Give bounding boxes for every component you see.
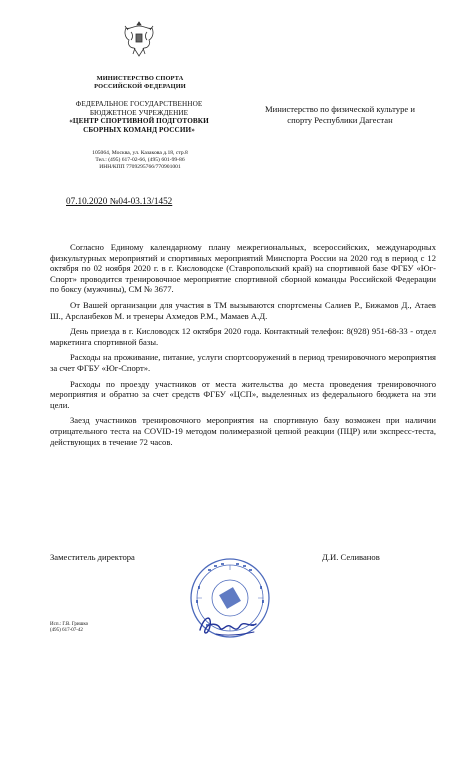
- phone-line: Тел.: (495) 617-02-66, (495) 601-99-86: [95, 157, 185, 163]
- executor-info: [50, 622, 88, 635]
- body-paragraph: От Вашей организации для участия в ТМ вызываются спортсмены Салиев Р., Бижамов Д., Атаев Ш., Арсланбеков М. и тренеры Ахмедов Р.М., Мамаев А.Д.: [50, 299, 436, 321]
- inn-line: ИНН/КПП 7709295766/770901001: [99, 164, 181, 170]
- address-line: 105064, Москва, ул. Казакова д.18, стр.8: [92, 150, 188, 156]
- handwritten-signature: [196, 610, 262, 640]
- org-line: БЮДЖЕТНОЕ УЧРЕЖДЕНИЕ: [89, 108, 189, 117]
- body-paragraph: День приезда в г. Кисловодск 12 октября 2020 года. Контактный телефон: 8(928) 951-68-33 - отдел маркетинга спортивной базы.: [50, 326, 436, 347]
- coat-of-arms-emblem: [121, 18, 157, 62]
- signatory-name: Д.И. Селиванов: [322, 552, 380, 562]
- recipient-block: [240, 104, 440, 126]
- org-line: СБОРНЫХ КОМАНД РОССИИ»: [83, 125, 195, 134]
- ministry-line: МИНИСТЕРСТВО СПОРТА: [96, 75, 184, 82]
- body-paragraph: Расходы по проезду участников от места жительства до места проведения тренировочного мероприятия и обратно за счет средств ФГБУ «ЦСП», выделенных из федерального бюджета на эти цели.: [50, 378, 436, 410]
- document-number: 07.10.2020 №04-03.13/1452: [66, 196, 173, 206]
- document-reference: [66, 196, 172, 206]
- body-paragraph: Согласно Единому календарному плану межрегиональных, всероссийских, международных физкультурных мероприятий и спортивных мероприятий Минспорта России на 2020 год в период с 12 октября по 02 ноября 2020 г. в г. Кисловодске (Ставропольский край) на спортивной базе ФГБУ «Юг-Спорт» проводится тренировочное мероприятие спортивной сборной команды Российской Федерации по боксу (мужчины), СМ № 3677.: [50, 242, 436, 295]
- organization-address: [70, 150, 210, 171]
- signatory-title: Заместитель директора: [50, 552, 135, 562]
- organization-name: [58, 100, 220, 134]
- letter-body: [50, 242, 436, 452]
- executor-name: Исп.: Г.В. Гришко: [50, 622, 89, 627]
- recipient-line: спорту Республики Дагестан: [287, 115, 393, 125]
- ministry-name: [70, 75, 210, 91]
- org-line: «ЦЕНТР СПОРТИВНОЙ ПОДГОТОВКИ: [69, 117, 209, 126]
- executor-phone: (495) 617-07-42: [50, 628, 83, 634]
- body-paragraph: Заезд участников тренировочного мероприятия на спортивную базу возможен при наличии отрицательного теста на COVID-19 методом полимеразной цепной реакции (ПЦР) или экспресс-теста, действующих в течение 72 часов.: [50, 415, 436, 447]
- org-line: ФЕДЕРАЛЬНОЕ ГОСУДАРСТВЕННОЕ: [75, 100, 203, 108]
- recipient-line: Министерство по физической культуре и: [265, 104, 415, 114]
- body-paragraph: Расходы на проживание, питание, услуги спортсооружений в период тренировочного мероприятия за счет ФГБУ «Юг-Спорт».: [50, 352, 436, 373]
- ministry-line: РОССИЙСКОЙ ФЕДЕРАЦИИ: [94, 83, 186, 90]
